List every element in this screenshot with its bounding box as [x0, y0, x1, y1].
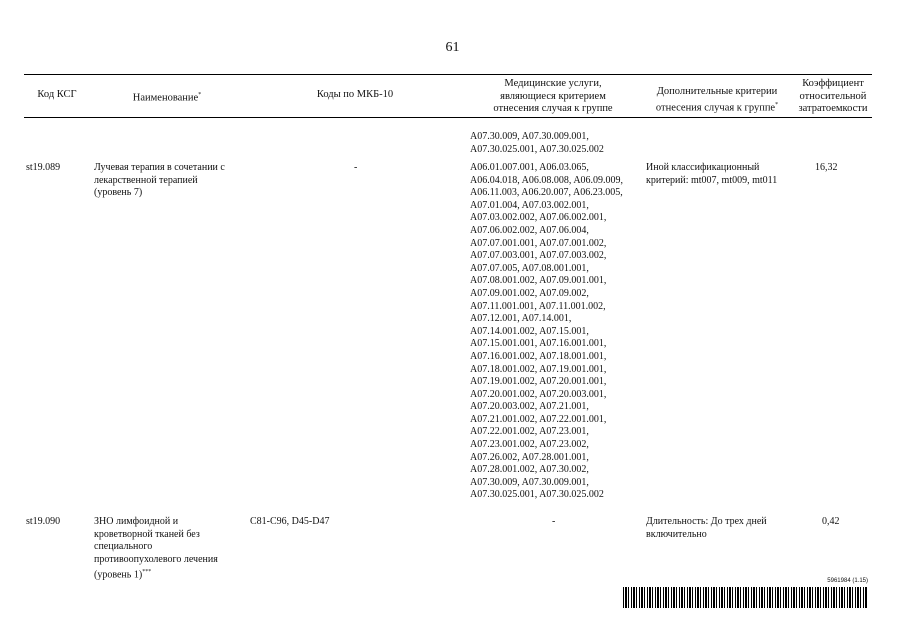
continuation-services: A07.30.009, A07.30.009.001, A07.30.025.001, A07.30.025.002: [470, 131, 604, 155]
service-code-line: A07.11.001.001, A07.11.001.002,: [470, 300, 606, 312]
service-code-line: A07.07.003.001, A07.07.003.002,: [470, 250, 607, 262]
service-code-line: A07.14.001.002, A07.15.001,: [470, 325, 589, 337]
page-number: 61: [445, 40, 460, 55]
row-st19-090-code: st19.090: [26, 516, 61, 527]
service-code-line: A07.07.001.001, A07.07.001.002,: [470, 237, 607, 249]
service-code-line: A07.18.001.002, A07.19.001.001,: [470, 363, 607, 375]
service-code-line: A07.26.002, A07.28.001.001,: [470, 451, 589, 463]
service-code-line: A07.22.001.002, A07.23.001,: [470, 426, 589, 438]
row-st19-089-extra: Иной классификационный критерий: mt007, mt009, mt011: [646, 162, 778, 186]
service-code-line: A07.12.001, A07.14.001,: [470, 313, 572, 325]
service-code-line: A07.30.025.001, A07.30.025.002: [470, 489, 604, 501]
service-code-line: A07.01.004, A07.03.002.001,: [470, 199, 589, 211]
header-name: Наименование*: [132, 92, 202, 104]
header-bottom-rule: [24, 117, 872, 118]
barcode-number: 5961984 (1.15): [827, 578, 868, 584]
barcode-bars: [623, 587, 868, 608]
header-top-rule: [24, 74, 872, 75]
header-extra: Дополнительные критерии отнесения случая к группе*: [655, 86, 779, 113]
header-services: Медицинские услуги, являющиеся критерием отнесения случая к группе: [493, 78, 613, 114]
barcode: [623, 578, 868, 610]
service-code-line: A07.23.001.002, A07.23.002,: [470, 439, 589, 451]
header-code: Код КСГ: [37, 89, 77, 100]
row-st19-089-name: Лучевая терапия в сочетании с лекарственной терапией (уровень 7): [94, 162, 225, 199]
service-code-line: A07.07.005, A07.08.001.001,: [470, 262, 589, 274]
service-code-line: A07.28.001.002, A07.30.002,: [470, 464, 589, 476]
service-code-line: A06.11.003, A06.20.007, A06.23.005,: [470, 187, 623, 199]
service-code-line: A07.16.001.002, A07.18.001.001,: [470, 350, 607, 362]
service-code-line: A07.09.001.002, A07.09.002,: [470, 287, 589, 299]
service-code-line: A07.30.009, A07.30.009.001,: [470, 476, 589, 488]
service-code-line: A07.08.001.002, A07.09.001.001,: [470, 275, 607, 287]
row-st19-089-services: [470, 162, 642, 502]
row-st19-090-name: ЗНО лимфоидной и кроветворной тканей без специального противоопухолевого лечения (уровень 1)***: [94, 516, 218, 581]
row-st19-089-code: st19.089: [26, 162, 61, 173]
service-code-line: A06.04.018, A06.08.008, A06.09.009,: [470, 174, 624, 186]
service-code-line: A07.15.001.001, A07.16.001.001,: [470, 338, 607, 350]
row-st19-090-coefficient: 0,42: [822, 516, 840, 527]
service-code-line: A07.20.003.002, A07.21.001,: [470, 401, 589, 413]
service-code-line: A07.20.001.002, A07.20.003.001,: [470, 388, 607, 400]
header-icd: Коды по МКБ-10: [316, 89, 394, 100]
service-code-line: A07.21.001.002, A07.22.001.001,: [470, 413, 607, 425]
service-code-line: A07.03.002.002, A07.06.002.001,: [470, 212, 607, 224]
service-code-line: A07.06.002.002, A07.06.004,: [470, 224, 589, 236]
row-st19-089-coefficient: 16,32: [815, 162, 838, 173]
row-st19-089-icd: -: [354, 162, 358, 173]
header-coefficient: Коэффициент относительной затратоемкости: [798, 78, 868, 114]
service-code-line: A06.01.007.001, A06.03.065,: [470, 162, 589, 173]
row-st19-090-icd: C81-C96, D45-D47: [250, 516, 330, 527]
row-st19-090-extra: Длительность: До трех дней включительно: [646, 516, 767, 540]
row-st19-090-services: -: [552, 516, 556, 527]
service-code-line: A07.19.001.002, A07.20.001.001,: [470, 376, 607, 388]
